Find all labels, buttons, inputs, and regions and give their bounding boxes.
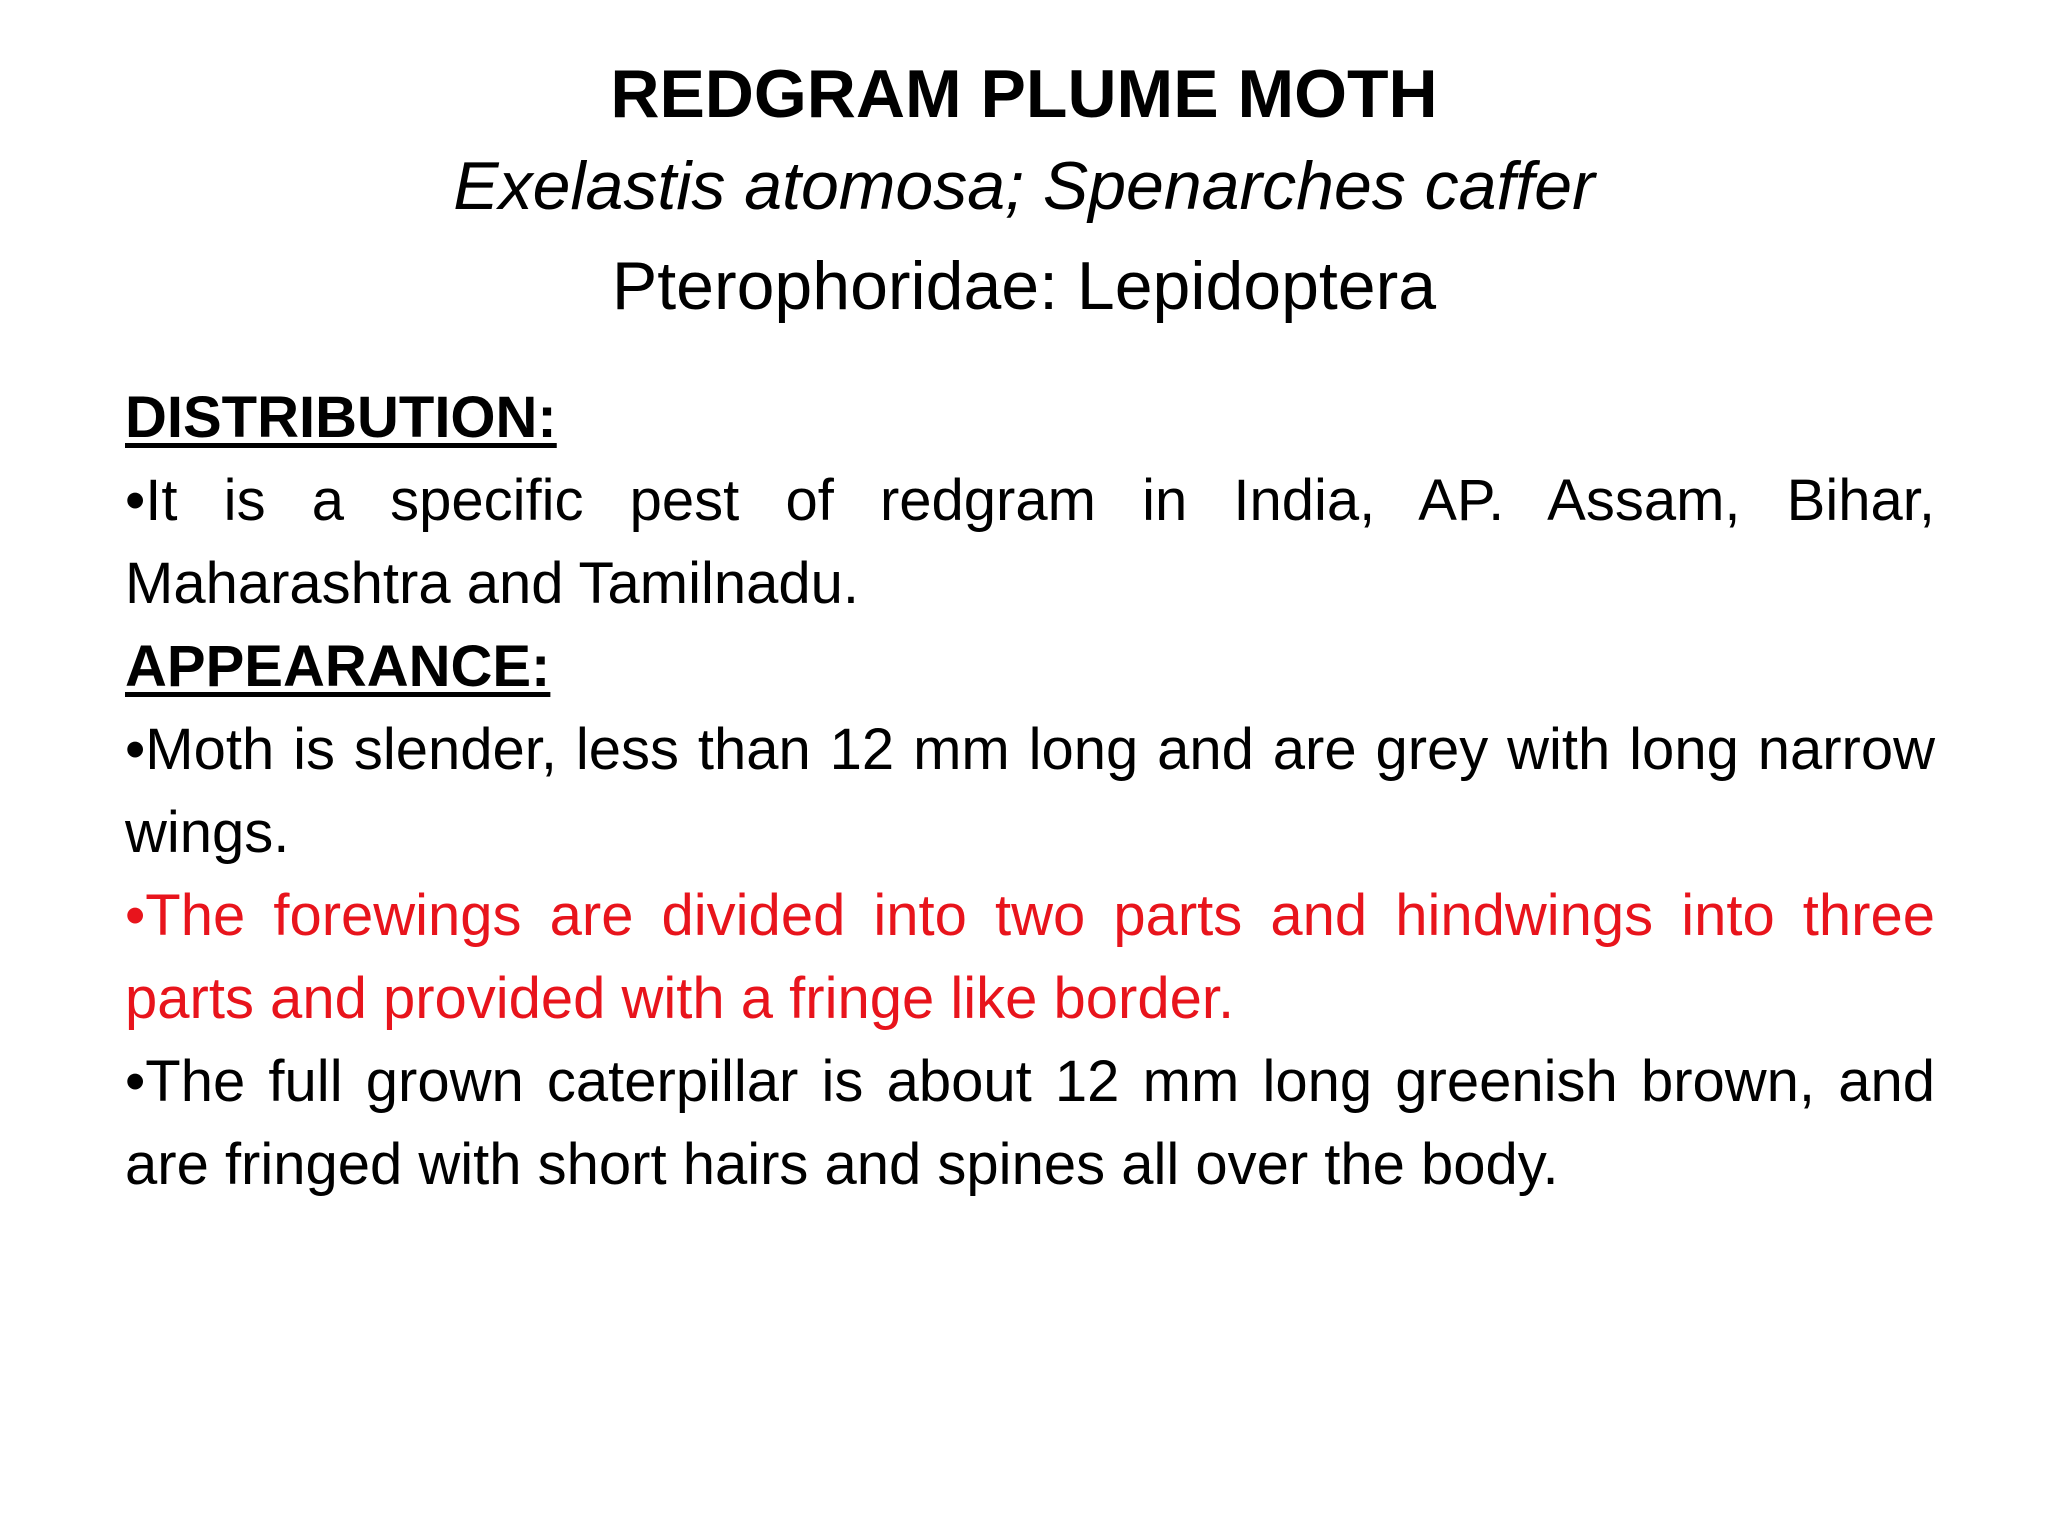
family-name: Pterophoridae: Lepidoptera — [611, 248, 1437, 324]
title-block — [0, 52, 2048, 336]
scientific-name: Exelastis atomosa; Spenarches caffer — [453, 148, 1595, 224]
appearance-heading: APPEARANCE: — [125, 634, 551, 699]
appearance-moth-text: •Moth is slender, less than 12 mm long and are grey with long narrow wings. — [125, 717, 1935, 865]
appearance-wings-text: •The forewings are divided into two parts and hindwings into three parts and provided with a fringe like border. — [125, 883, 1935, 1031]
distribution-heading: DISTRIBUTION: — [125, 385, 557, 450]
appearance-caterpillar-text: •The full grown caterpillar is about 12 mm long greenish brown, and are fringed with short hairs and spines all over the body. — [125, 1049, 1935, 1197]
slide-title: REDGRAM PLUME MOTH — [610, 56, 1438, 132]
distribution-text: •It is a specific pest of redgram in India, AP. Assam, Bihar, Maharashtra and Tamilnadu. — [125, 468, 1935, 616]
slide-content — [125, 376, 1935, 1206]
